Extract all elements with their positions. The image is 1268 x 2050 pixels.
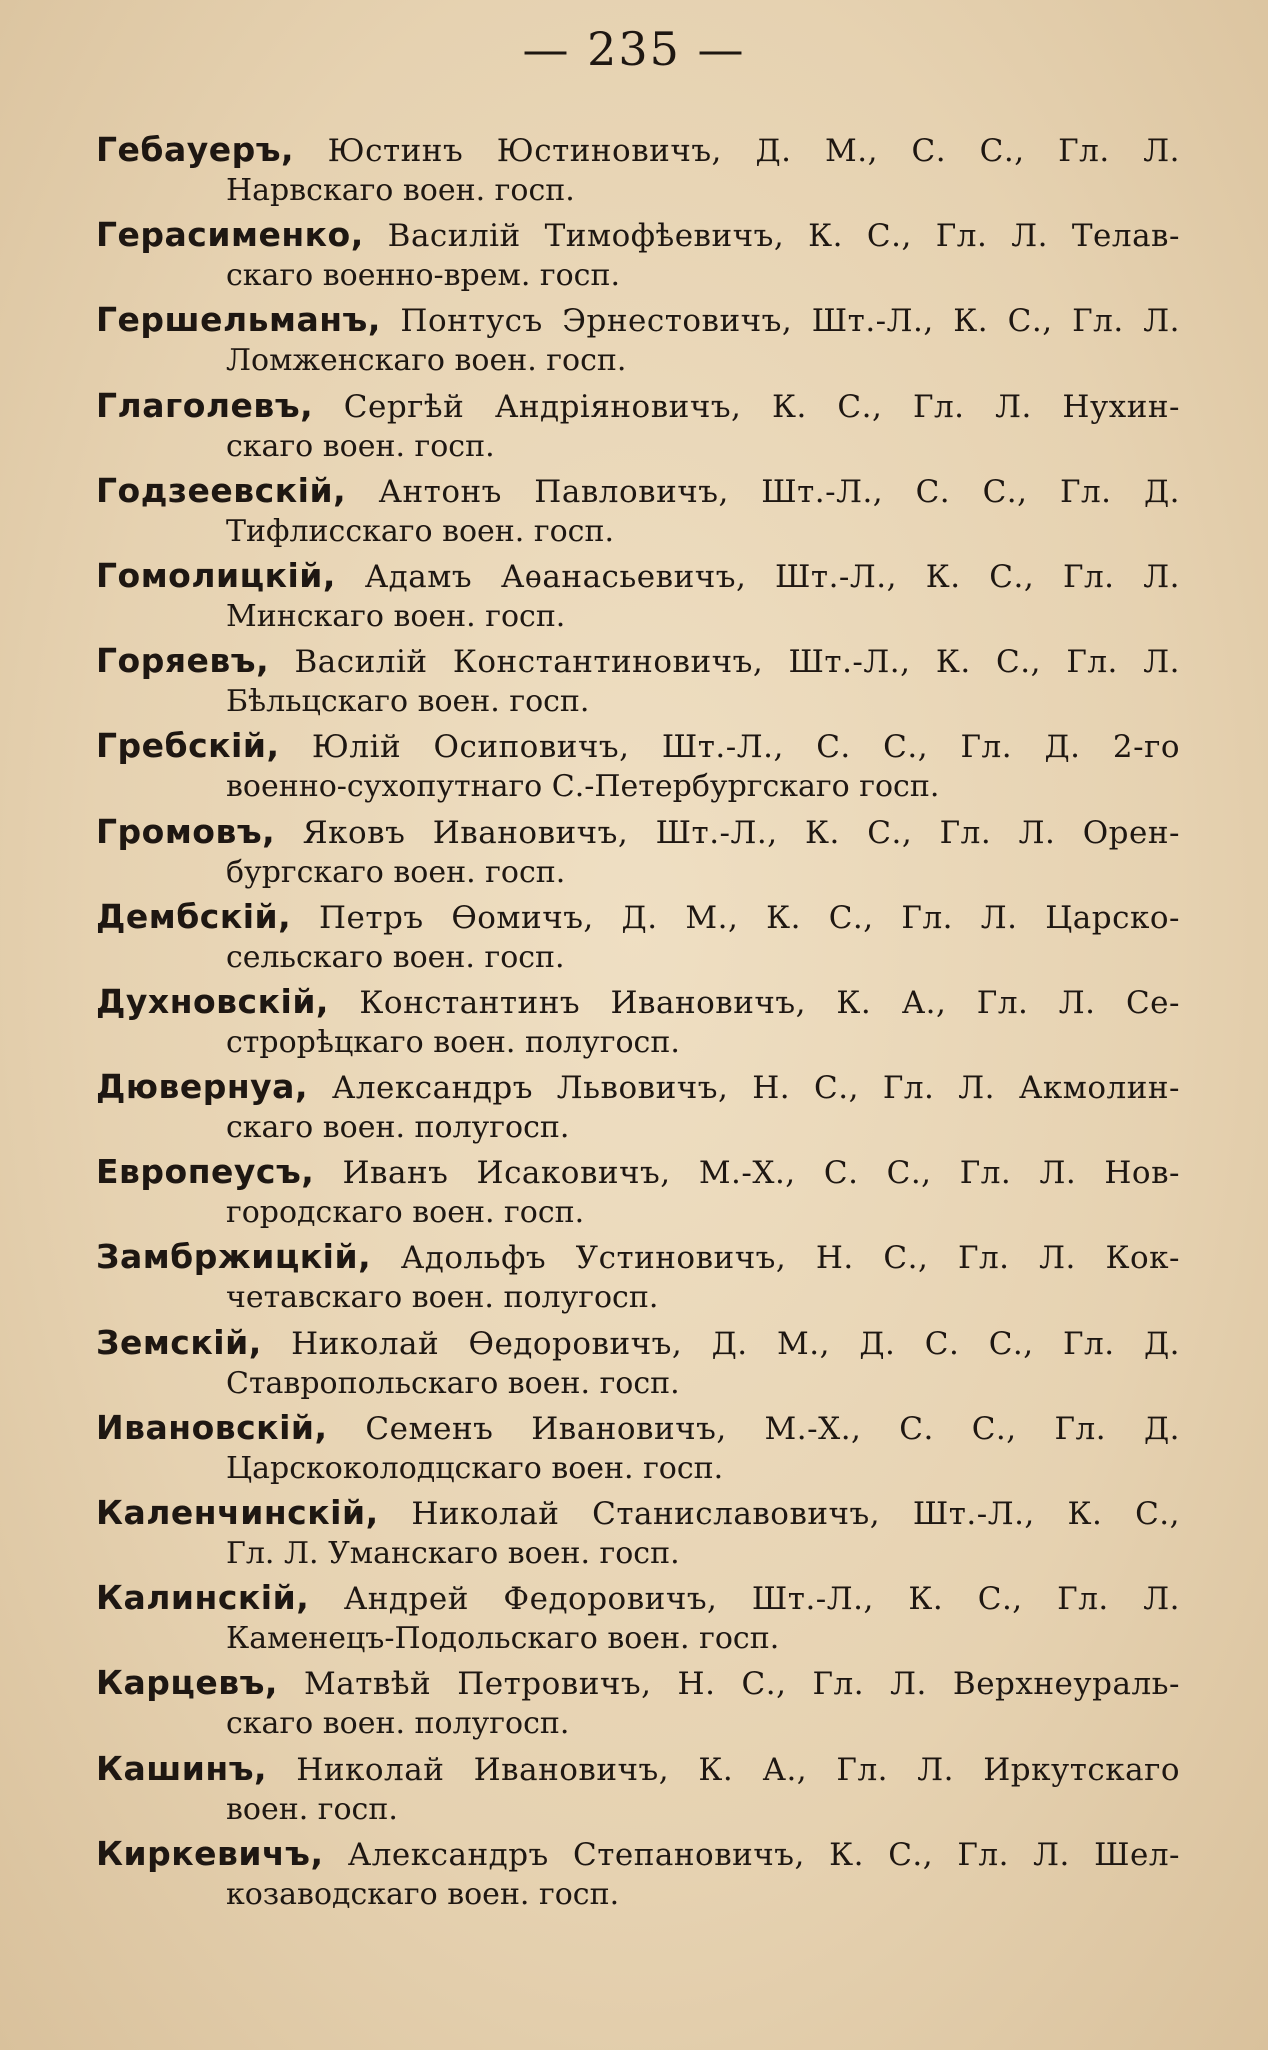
entry-first-line — [96, 1235, 1180, 1279]
entry-details: Понтусъ Эрнестовичъ, Шт.-Л., К. С., Гл. Л. — [380, 303, 1180, 340]
entry-surname: Духновскій, — [96, 981, 329, 1021]
entry-first-line — [96, 554, 1180, 598]
entry-details: Николай Ѳедоровичъ, Д. М., Д. С. С., Гл. Д. — [261, 1325, 1180, 1362]
list-item — [96, 980, 1180, 1065]
entry-continuation: козаводскаго воен. госп. — [226, 1876, 620, 1912]
list-item — [96, 1747, 1180, 1832]
entry-surname: Годзеевскій, — [96, 470, 347, 510]
entry-details: Андрей Федоровичъ, Шт.-Л., К. С., Гл. Л. — [309, 1581, 1180, 1618]
entry-surname: Земскій, — [96, 1322, 262, 1362]
entry-continuation: Царскоколодцскаго воен. госп. — [226, 1450, 724, 1486]
entry-surname: Киркевичъ, — [96, 1833, 324, 1873]
entry-continuation: Минскаго воен. госп. — [226, 598, 566, 634]
entry-details: Антонъ Павловичъ, Шт.-Л., С. С., Гл. Д. — [346, 473, 1180, 510]
entry-surname: Гебауеръ, — [96, 130, 295, 169]
entry-continuation: бургскаго воен. госп. — [226, 854, 566, 890]
entry-surname: Дембскій, — [96, 896, 292, 936]
entry-details: Николай Ивановичъ, К. А., Гл. Л. Иркутскаго — [267, 1751, 1180, 1788]
entry-surname: Европеусъ, — [96, 1152, 315, 1192]
entry-surname: Дювернуа, — [96, 1067, 308, 1107]
entry-details: Матвѣй Петровичъ, Н. С., Гл. Л. Верхнеураль- — [277, 1666, 1180, 1703]
entry-surname: Гребскій, — [96, 726, 280, 766]
list-item — [96, 724, 1180, 809]
list-item — [96, 554, 1180, 639]
entry-first-line — [96, 128, 1180, 172]
entry-details: Адольфъ Устиновичъ, Н. С., Гл. Л. Кок- — [371, 1240, 1180, 1277]
entry-details: Александръ Степановичъ, К. С., Гл. Л. Шел- — [323, 1836, 1180, 1873]
entry-continuation: Нарвскаго воен. госп. — [226, 173, 575, 208]
entry-first-line — [96, 298, 1180, 342]
entry-surname: Каленчинскій, — [96, 1493, 379, 1532]
list-item — [96, 1065, 1180, 1150]
entry-details: Петръ Ѳомичъ, Д. М., К. С., Гл. Л. Царско- — [291, 899, 1180, 936]
list-item — [96, 1235, 1180, 1320]
entry-first-line — [96, 469, 1180, 513]
list-item — [96, 1661, 1180, 1746]
entry-surname: Горяевъ, — [96, 641, 270, 681]
entry-continuation: Гл. Л. Уманскаго воен. госп. — [226, 1536, 680, 1571]
entry-details: Сергѣй Андріяновичъ, К. С., Гл. Л. Нухин- — [313, 388, 1180, 425]
list-item — [96, 1321, 1180, 1406]
entry-details: Василій Тимофѣевичъ, К. С., Гл. Л. Телав- — [363, 218, 1180, 255]
list-item — [96, 1491, 1180, 1576]
entry-continuation: скаго военно-врем. госп. — [226, 258, 621, 294]
entry-first-line — [96, 639, 1180, 683]
list-item — [96, 1832, 1180, 1917]
entry-continuation: Каменецъ-Подольскаго воен. госп. — [226, 1621, 780, 1657]
entry-first-line — [96, 1491, 1180, 1535]
entry-surname: Калинскій, — [96, 1578, 310, 1618]
entry-first-line — [96, 1150, 1180, 1194]
entry-surname: Громовъ, — [96, 811, 276, 851]
entry-first-line — [96, 1661, 1180, 1705]
list-item — [96, 1150, 1180, 1235]
list-item — [96, 1576, 1180, 1661]
entry-details: Николай Станиславовичъ, Шт.-Л., К. С., — [378, 1496, 1180, 1532]
entry-continuation: городскаго воен. госп. — [226, 1195, 585, 1231]
entry-first-line — [96, 1406, 1180, 1450]
list-item — [96, 213, 1180, 298]
entry-first-line — [96, 810, 1180, 854]
entry-surname: Карцевъ, — [96, 1663, 278, 1703]
entry-continuation: сельскаго воен. госп. — [226, 939, 565, 975]
entry-surname: Герасименко, — [96, 215, 364, 255]
entry-surname: Гершельманъ, — [96, 300, 381, 340]
entry-details: Адамъ Аѳанасьевичъ, Шт.-Л., К. С., Гл. Л. — [335, 558, 1180, 595]
entry-details: Юстинъ Юстиновичъ, Д. М., С. С., Гл. Л. — [294, 133, 1180, 169]
entry-continuation: Бѣльцскаго воен. госп. — [226, 684, 590, 720]
list-item — [96, 1406, 1180, 1491]
entry-continuation: строрѣцкаго воен. полугосп. — [226, 1024, 680, 1060]
entry-first-line — [96, 724, 1180, 768]
entry-list — [96, 128, 1180, 1917]
entry-details: Константинъ Ивановичъ, К. А., Гл. Л. Се- — [328, 984, 1180, 1021]
entry-continuation: скаго воен. госп. — [226, 428, 495, 464]
list-item — [96, 895, 1180, 980]
entry-details: Василій Константиновичъ, Шт.-Л., К. С., Гл. Л. — [269, 644, 1180, 681]
list-item — [96, 810, 1180, 895]
entry-continuation: воен. госп. — [226, 1791, 398, 1827]
entry-first-line — [96, 1321, 1180, 1365]
entry-details: Юлій Осиповичъ, Шт.-Л., С. С., Гл. Д. 2-го — [279, 729, 1180, 766]
entry-first-line — [96, 980, 1180, 1024]
entry-continuation: скаго воен. полугосп. — [226, 1110, 570, 1146]
entry-surname: Кашинъ, — [96, 1748, 268, 1788]
entry-continuation: четавскаго воен. полугосп. — [226, 1280, 659, 1316]
entry-continuation: Тифлисскаго воен. госп. — [226, 513, 614, 549]
page-number: — 235 — — [522, 22, 746, 76]
entry-first-line — [96, 1576, 1180, 1620]
list-item — [96, 128, 1180, 213]
list-item — [96, 469, 1180, 554]
entry-first-line — [96, 1832, 1180, 1876]
entry-continuation: военно-сухопутнаго С.-Петербургскаго госп. — [226, 769, 940, 805]
entry-details: Яковъ Ивановичъ, Шт.-Л., К. С., Гл. Л. Орен- — [275, 814, 1180, 851]
entry-first-line — [96, 213, 1180, 257]
entry-continuation: скаго воен. полугосп. — [226, 1706, 570, 1742]
list-item — [96, 384, 1180, 469]
entry-details: Иванъ Исаковичъ, М.-Х., С. С., Гл. Л. Нов- — [314, 1155, 1180, 1192]
entry-continuation: Ставропольскаго воен. госп. — [226, 1365, 680, 1401]
entry-surname: Глаголевъ, — [96, 385, 314, 425]
list-item — [96, 298, 1180, 383]
entry-first-line — [96, 895, 1180, 939]
entry-continuation: Ломженскаго воен. госп. — [226, 343, 627, 379]
entry-surname: Гомолицкій, — [96, 555, 336, 595]
entry-first-line — [96, 1747, 1180, 1791]
entry-details: Семенъ Ивановичъ, М.-Х., С. С., Гл. Д. — [327, 1410, 1180, 1447]
entry-surname: Замбржицкій, — [96, 1237, 372, 1277]
entry-details: Александръ Львовичъ, Н. С., Гл. Л. Акмолин- — [307, 1070, 1180, 1107]
entry-surname: Ивановскій, — [96, 1407, 328, 1447]
entry-first-line — [96, 1065, 1180, 1109]
list-item — [96, 639, 1180, 724]
entry-first-line — [96, 384, 1180, 428]
